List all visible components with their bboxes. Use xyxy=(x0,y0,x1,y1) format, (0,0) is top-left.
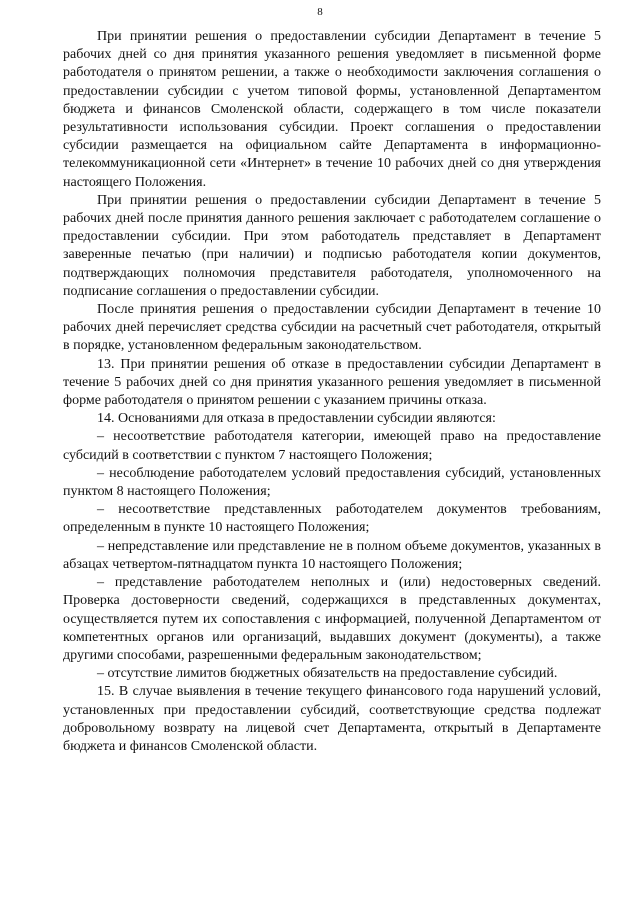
paragraph-subsidy-decision-notice: При принятии решения о предоставлении субсидии Департамент в течение 5 рабочих дней со дня принятия указанного решения уведомляет в письменной форме работодателя о принятом решении, а также о необходимости заключения соглашения о предоставлении субсидии с учетом типовой формы, установленной Департаментом бюджета и финансов Смоленской области, содержащего в том числе показатели результативности использования субсидии. Проект соглашения о предоставлении субсидии размещается на официальном сайте Департамента в информационно-телекоммуникационной сети «Интернет» в течение 10 рабочих дней со дня утверждения настоящего Положения. xyxy=(63,29,601,190)
list-item-documents-incomplete: – непредставление или представление не в полном объеме документов, указанных в абзацах четвертом-пятнадцатом пункта 10 настоящего Положения; xyxy=(63,538,601,572)
list-item-conditions-noncompliance: – несоблюдение работодателем условий предоставления субсидий, установленных пунктом 8 настоящего Положения; xyxy=(63,465,601,500)
list-item-unreliable-information: – представление работодателем неполных и (или) недостоверных сведений. Проверка достоверности сведений, содержащихся в представленных документах, осуществляется путем их сопоставления с информацией, полученной Департаментом от компетентных органов или организаций, выдавших документ (документы), а также другими способами, разрешенными федеральным законодательством; xyxy=(63,575,601,663)
paragraph-item-13-refusal-notice: 13. При принятии решения об отказе в предоставлении субсидии Департамент в течение 5 рабочих дней со дня принятия указанного решения уведомляет в письменной форме работодателя о принятом решении с указанием причины отказа. xyxy=(63,356,601,409)
paragraph-agreement-conclusion: При принятии решения о предоставлении субсидии Департамент в течение 5 рабочих дней после принятия данного решения заключает с работодателем соглашение о предоставлении субсидии. При этом работодатель представляет в Департамент заверенные печатью (при наличии) и подписью работодателя копии документов, подтверждающих полномочия представителя работодателя, уполномоченного на подписание соглашения о предоставлении субсидии. xyxy=(63,192,601,299)
page-number: 8 xyxy=(317,6,323,18)
paragraph-item-14-refusal-grounds: 14. Основаниями для отказа в предоставлении субсидии являются: xyxy=(97,411,496,427)
list-item-no-budget-limits: – отсутствие лимитов бюджетных обязательств на предоставление субсидий. xyxy=(97,666,558,682)
document-body xyxy=(63,28,601,756)
paragraph-subsidy-transfer: После принятия решения о предоставлении субсидии Департамент в течение 10 рабочих дней перечисляет средства субсидии на расчетный счет работодателя, открытый в порядке, установленном федеральным законодательством. xyxy=(63,302,601,354)
list-item-documents-mismatch: – несоответствие представленных работодателем документов требованиям, определенным в пункте 10 настоящего Положения; xyxy=(63,502,601,536)
list-item-category-mismatch: – несоответствие работодателя категории, имеющей право на предоставление субсидий в соответствии с пунктом 7 настоящего Положения; xyxy=(63,429,601,463)
paragraph-item-15-refund: 15. В случае выявления в течение текущего финансового года нарушений условий, установленных при предоставлении субсидий, соответствующие средства подлежат добровольному возврату на лицевой счет Департамента, открытый в Департаменте бюджета и финансов Смоленской области. xyxy=(63,684,601,754)
